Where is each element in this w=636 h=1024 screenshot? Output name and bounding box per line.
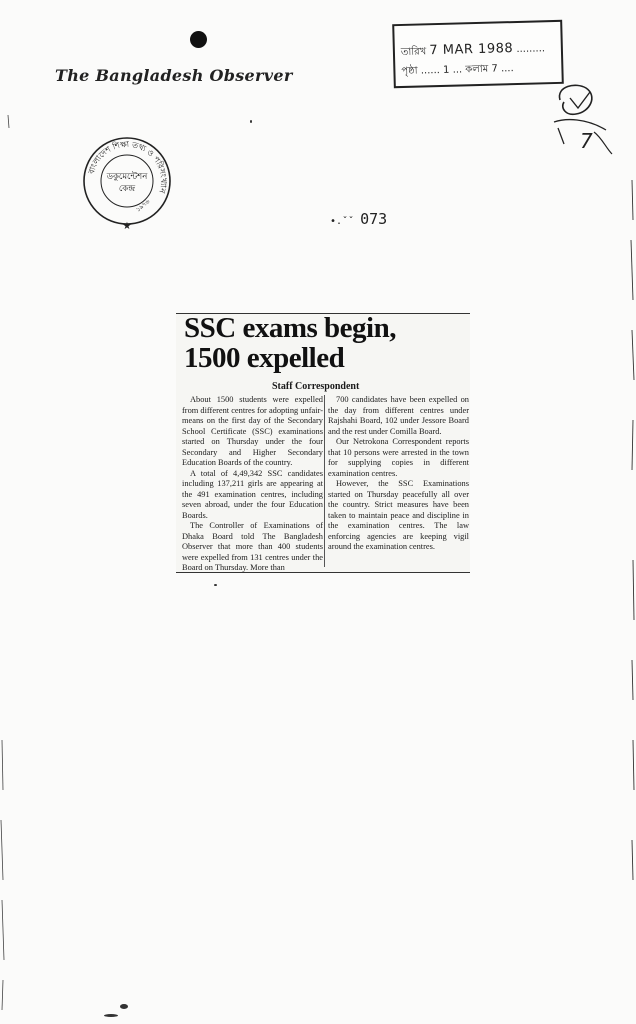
paragraph: 700 candidates have been expelled on the day from different centres under Rajshahi Board, 102 under Jessore Board and the rest under Comilla Board.	[328, 395, 469, 436]
handwritten-annotation	[546, 78, 616, 158]
article-byline: Staff Correspondent	[272, 381, 360, 392]
date-label: তারিখ	[400, 46, 427, 59]
headline-line-2: 1500 expelled	[184, 342, 345, 374]
seal-inner-line2: কেন্দ্র	[118, 184, 136, 194]
date-stamp: তারিখ 7 MAR 1988 ......... পৃষ্ঠা ...... 1 ... কলাম 7 ....	[392, 20, 564, 88]
left-edge-scan-noise	[0, 0, 10, 1024]
seal-outer-text: বাংলাদেশ শিক্ষা তথ্য ও পরিসংখ্যান	[86, 139, 169, 195]
article-headline	[184, 313, 396, 373]
seal-inner-line1: ডকুমেন্টেশন	[106, 172, 148, 182]
paragraph: Our Netrokona Correspondent reports that 10 persons were arrested in the town for supplying copies in different examination centres.	[328, 437, 469, 478]
paragraph: However, the SSC Examinations started on Thursday peacefully all over the country. Strict measures have been taken to maintain peace and discipline in the examination centres. The law enforcing agencies are keeping vigil around the examination centres.	[328, 479, 469, 551]
article-column-right	[328, 395, 469, 553]
paragraph: The Controller of Examinations of Dhaka Board told The Bangladesh Observer that more than 400 students were expelled from 131 centres under the Board on Thursday. More than	[182, 521, 323, 572]
date-value: 7 MAR 1988	[429, 41, 514, 59]
newspaper-masthead: The Bangladesh Observer	[55, 66, 293, 85]
page-label: পৃষ্ঠা	[401, 65, 418, 78]
headline-line-1: SSC exams begin,	[184, 312, 396, 344]
page-value: 1	[442, 64, 450, 76]
scan-speck	[120, 1004, 128, 1009]
documentation-centre-seal	[82, 125, 172, 237]
scan-speck	[214, 584, 217, 586]
page-number: •.ˇˇ 073	[330, 210, 388, 228]
seal-code: ১৯৭৬	[134, 198, 152, 214]
scan-speck	[104, 1014, 118, 1017]
punch-hole-left	[190, 31, 207, 48]
star-icon: ★	[122, 221, 132, 232]
column-value: 7	[491, 63, 498, 75]
scan-speck	[250, 120, 252, 123]
paragraph: About 1500 students were expelled from different centres for adopting unfair-means on the first day of the Secondary School Certificate (SSC) examinations started on Thursday under the four Secondary and Higher Secondary Education Boards of the country.	[182, 395, 323, 467]
newspaper-clipping	[176, 313, 470, 573]
article-column-left	[182, 395, 323, 574]
paragraph: A total of 4,49,342 SSC candidates including 137,211 girls are appearing at the 491 examination centres, including seven abroad, under the four Education Boards.	[182, 468, 323, 520]
page-number-value: 073	[360, 210, 388, 228]
column-divider	[324, 395, 325, 567]
column-label: কলাম	[465, 63, 489, 76]
right-edge-scan-noise	[626, 0, 636, 1024]
handwritten-number: 7	[580, 129, 593, 153]
